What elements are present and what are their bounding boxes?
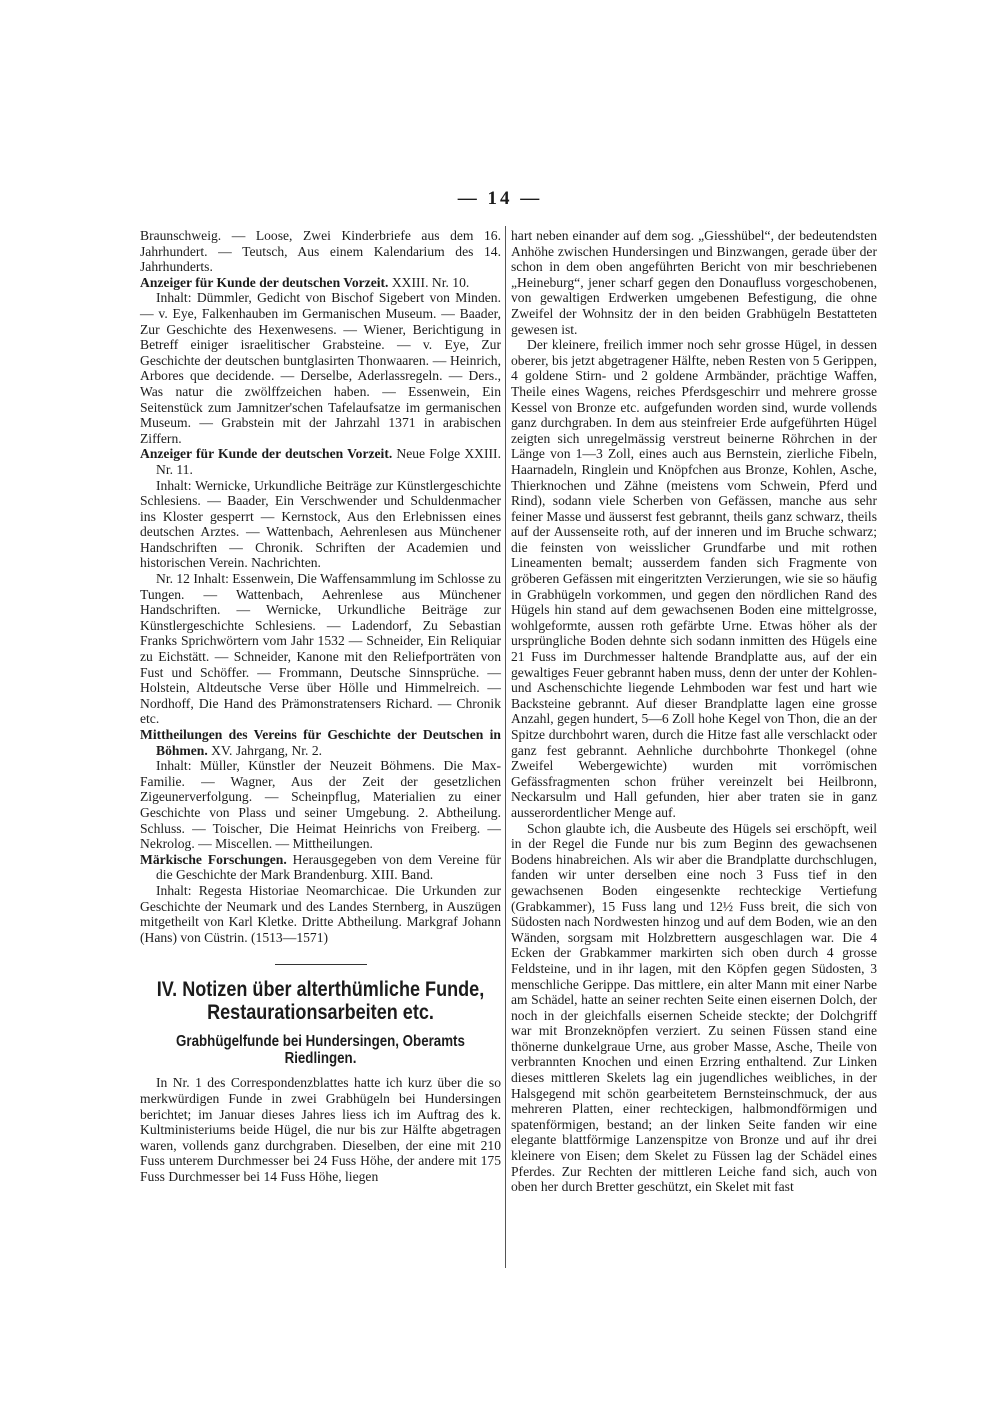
entry-anzeiger-nr11-heading — [140, 446, 501, 477]
right-column — [511, 228, 877, 1195]
section-title-line: IV. Notizen über alterthümliche Funde, — [156, 977, 485, 1002]
entry-anzeiger-nr11-contents: Inhalt: Wernicke, Urkundliche Beiträge zur Künstlergeschichte Schlesiens. — Baader, Ein Verschwender und Schuldenmacher ins Kloster gesperrt — Kernstock, Aus den Erlebnissen eines deutschen Arztes. — Wattenbach, Aehrenlesen aus Münchener Handschriften — Chronik. Schriften der Academien und historischen Verein. Nachrichten. — [140, 477, 501, 571]
article-paragraph-intro: In Nr. 1 des Correspondenzblattes hatte ich kurz über die so merkwürdigen Funde in zwei Grabhügeln bei Hundersingen berichtet; im Januar dieses Jahres liess ich im Auftrag des k. Kultministeriums beide Hügel, die nur bis zur Hälfte abgetragen waren, vollends ganz durchgraben. Dieselben, der eine mit 210 Fuss unterem Durchmesser bei 24 Fuss Höhe, der andere mit 175 Fuss Durchmesser bei 14 Fuss Höhe, liegen — [140, 1075, 501, 1184]
entry-issue: Neue Folge XXIII. Nr. 11. — [156, 446, 501, 477]
entry-title: Mittheilungen des Vereins für Geschichte der Deutschen in Böhmen. — [140, 727, 501, 758]
article-paragraph-burial-chamber: Schon glaubte ich, die Ausbeute des Hügels sei erschöpft, weil in der Regel die Funde nur bis zum Beginn des gewachsenen Bodens hinabreichen. Als wir aber die Brandplatte durchschlugen, fanden wir unter derselben eine noch 3 Fuss tief in den gewachsenen Boden eingesenkte rechteckige Vertiefung (Grabkammer), 15 Fuss lang und 12½ Fuss breit, die sich von Südosten nach Nordwesten hinzog und auf dem Boden, wie an den Wänden, sorgsam mit Holzbrettern ausgeschlagen war. Die 4 Ecken der Grabkammer markirten sich oben durch 4 grosse Feldsteine, und in ihr lagen, mit den Köpfen gegen Südosten, 3 menschliche Gerippe. Das mittlere, ein alter Mann mit einer Narbe am Schädel, hatte an seiner rechten Seite einen eisernen Dolch, der noch in der gleichfalls eisernen Scheide steckte; der Dolchgriff war mit Bronzeknöpfen verziert. Zu seinen Füssen stand eine thönerne dunkelgraue Urne, aus grober Masse, Asche, Theile von verbrannten Knochen und einen Erzring enthaltend. Zur Linken dieses mittleren Skelets lag ein jugendliches weibliches, in der Halsgegend mit schön gearbeitetem Bernsteinschmuck, der aus mehreren Platten, einer rechteckigen, halbmondförmigen und spatenförmigen, bestand; an der linken Seite fanden wir eine elegante blattförmige Lanzenspitze von Bronze und auf ihr drei kleinere von Eisen; dem Skelet zu Füssen lag der Schädel eines Pferdes. Zur Rechten der mittleren Leiche fand sich, auch von oben her durch Bretter geschützt, ein Skelet mit fast — [511, 820, 877, 1195]
entry-anzeiger-nr10-contents: Inhalt: Dümmler, Gedicht von Bischof Sigebert von Minden. — v. Eye, Falkenhauben im Germanischen Museum. — Baader, Zur Geschichte des Hexenwesens. — Wiener, Berichtigung in Betreff einiger israelitischer Grabsteine. — v. Eye, Zur Geschichte der deutschen buntglasirten Thonwaaren. — Heinrich, Arbores que decidende. — Derselbe, Aderlassregeln. — Ders., Was natur die zwölffzeichen haben. — Essenwein, Ein Seitenstück zum Jamnitzer'schen Tafelaufsatze im germanischen Museum. — Grabstein mit der Jahrzahl 1371 in arabischen Ziffern. — [140, 290, 501, 446]
entry-issue: XV. Jahrgang, Nr. 2. — [207, 742, 323, 758]
article-title — [143, 1034, 498, 1067]
section-title — [145, 978, 495, 1024]
entry-issue: XXIII. Nr. 10. — [388, 274, 470, 290]
entry-anzeiger-nr10-heading — [140, 275, 501, 291]
section-divider — [275, 964, 367, 965]
article-title-line: Grabhügelfunde bei Hundersingen, Oberamts — [176, 1033, 465, 1051]
page-number: — 14 — — [457, 188, 543, 209]
article-paragraph-continued: hart neben einander auf dem sog. „Giesshübel“, der bedeutendsten Anhöhe zwischen Hundersingen und Binzwangen, gerade über der schon in dem oben angeführten Bericht von mir beschriebenen „Heineburg“, jener scharf gegen den Donaufluss vorgeschobenen, von gewaltigen Erdwerken umgebenen Befestigung, die ohne Zweifel der Wohnsitz der in den beiden Grabhügeln Bestatteten gewesen ist. — [511, 228, 877, 337]
left-column — [140, 228, 501, 1184]
entry-mittheilungen-heading — [140, 727, 501, 758]
entry-maerkische-heading — [140, 852, 501, 883]
article-title-line: Riedlingen. — [284, 1049, 357, 1067]
paragraph-braunschweig: Braunschweig. — Loose, Zwei Kinderbriefe aus dem 16. Jahrhundert. — Teutsch, Aus einem Kalendarium des 14. Jahrhunderts. — [140, 228, 501, 275]
entry-mittheilungen-contents: Inhalt: Müller, Künstler der Neuzeit Böhmens. Die Max-Familie. — Wagner, Aus der Zeit der gesetzlichen Zigeunerverfolgung. — Scheinpflug, Materialien zu einer Geschichte von Plass und seiner Umgebung. 2. Abtheilung. Schluss. — Toischer, Die Heimat Heinrichs von Freiberg. — Nekrolog. — Miscellen. — Mittheilungen. — [140, 758, 501, 852]
entry-issue: Herausgegeben von dem Vereine für die Geschichte der Mark Brandenburg. XIII. Band. — [156, 851, 501, 883]
entry-title: Anzeiger für Kunde der deutschen Vorzeit. — [140, 446, 393, 462]
article-paragraph-smaller-mound: Der kleinere, freilich immer noch sehr grosse Hügel, in dessen oberer, bis jetzt abgetragener Hälfte, neben Resten von 5 Gerippen, 4 goldene Stirn- und 2 goldene Armbänder, prächtige Waffen, Theile eines Wagens, reiches Pferdsgeschirr und mehrere grosse Kessel von Bronze etc. aufgefunden worden sind, wurde vollends ganz durchgraben. In dem aus steinfreier Erde aufgeführten Hügel zeigten sich unregelmässig verstreut beinerne Röhrchen in der Länge von 1—3 Zoll, eines auch aus Bernstein, zierliche Fibeln, Haarnadeln, Ringlein und Knöpfchen aus Bronze, Kohlen, Asche, Thierknochen und Zähne (meistens vom Schwein, Pferd und Rind), sodann viele Scherben von Gefässen, manche aus sehr feiner Masse und äusserst fest gebrannt, theils ganz schwarz, theils auf der Aussenseite roth, auf der inneren und im Bruche schwarz; die feinsten von weisslicher Grundfarbe und mit rothen Lineamenten bemalt; ausserdem fanden sich Fragmente von gröberen Gefässen mit eingeritzten Verzierungen, wie sie so häufig in Grabhügeln vorkommen, und gegen den nördlichen Rand des Hügels hin stand auf dem gewachsenen Boden eine mittelgrosse, wohlgeformte, aussen roth gefärbte Urne. Etwas höher als der ursprüngliche Boden dehnte sich sodann inmitten des Hügels eine 21 Fuss im Durchmesser haltende Brandplatte aus, auf der ein gewaltiges Feuer gebrannt haben muss, denn der unter der Kohlen- und Aschenschichte liegende Lehmboden war fest und hart wie Backsteine gebrannt. Auf dieser Brandplatte lagen eine grosse Anzahl, gegen hundert, 5—6 Zoll hohe Kegel von Thon, die an der Spitze durchbohrt waren, durch die Hitze fast alle verschlackt oder ganz fest gebrannt. Aehnliche durchbohrte Thonkegel (ohne Zweifel Webergewichte) wurden mit vorrömischen Gefässfragmenten schon früher vereinzelt bei Heilbronn, Neckarsulm und Hall gefunden, hier aber traten sie in ganz ausserordentlicher Menge auf. — [511, 337, 877, 820]
column-rule — [505, 226, 506, 1268]
entry-title: Märkische Forschungen. — [140, 851, 287, 867]
entry-maerkische-contents: Inhalt: Regesta Historiae Neomarchicae. Die Urkunden zur Geschichte der Neumark und des Landes Sternberg, in Auszügen mitgetheilt von Karl Kletke. Dritte Abtheilung. Markgraf Johann (Hans) von Cüstrin. (1513—1571) — [140, 882, 501, 945]
section-title-line: Restaurationsarbeiten etc. — [207, 1000, 434, 1025]
entry-title: Anzeiger für Kunde der deutschen Vorzeit. — [140, 274, 389, 290]
entry-anzeiger-nr12-contents: Nr. 12 Inhalt: Essenwein, Die Waffensammlung im Schlosse zu Tungen. — Wattenbach, Aehrenlese aus Münchener Handschriften. — Wernicke, Urkundliche Beiträge zur Künstlergeschichte Schlesiens. — Ladendorf, Zu Sebastian Franks Sprichwörtern vom Jahr 1532 — Schneider, Ein Reliquiar zu Eichstätt. — Schneider, Kanone mit den Reliefporträten von Fust und Schöffer. — Frommann, Deutsche Sinnsprüche. — Holstein, Altdeutsche Verse über Hölle und Himmelreich. — Nordhoff, Die Hand des Prämonstratensers Richard. — Chronik etc. — [140, 571, 501, 727]
